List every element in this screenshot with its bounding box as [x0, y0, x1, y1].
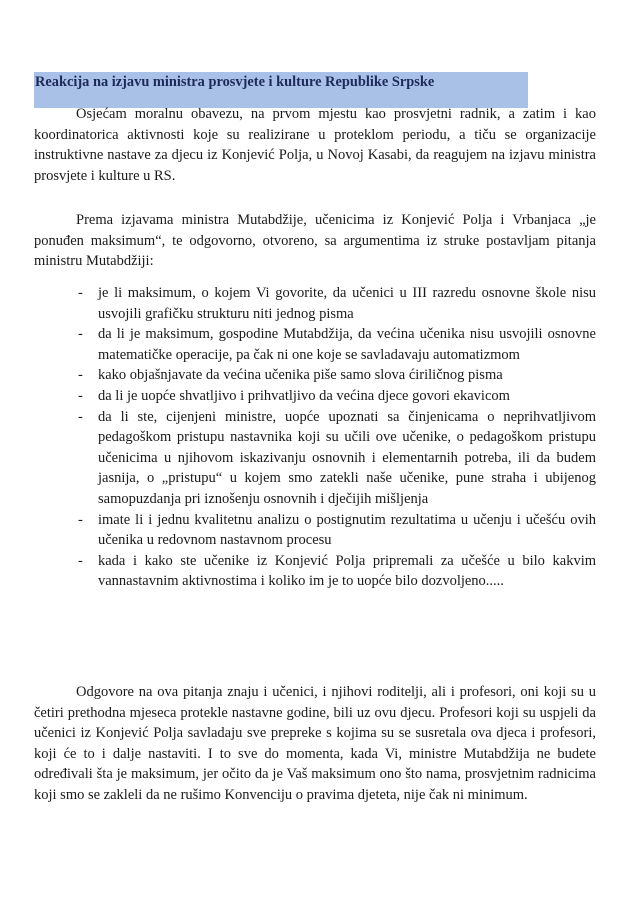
list-marker: -	[78, 285, 83, 301]
question-list	[34, 283, 596, 592]
list-item-text: da li je uopće shvatljivo i prihvatljivo da većina djece govori ekavicom	[98, 387, 510, 404]
list-item-text: je li maksimum, o kojem Vi govorite, da učenici u III razredu osnovne škole nisu usvojili grafičku strukturu niti jednog pisma	[98, 285, 596, 322]
list-item	[34, 324, 596, 365]
paragraph-intro: Osjećam moralnu obavezu, na prvom mjestu kao prosvjetni radnik, a zatim i kao koordinatorica aktivnosti koje su realizirane u proteklom periodu, a tiču se organizacije instruktivne nastave za djecu iz Konjević Polja, u Novoj Kasabi, da reagujem na izjavu ministra prosvjete i kulture u RS.	[34, 106, 596, 184]
list-item	[34, 365, 596, 386]
document-title: Reakcija na izjavu ministra prosvjete i kulture Republike Srpske	[35, 74, 435, 90]
paragraph-conclusion: Odgovore na ova pitanja znaju i učenici, i njihovi roditelji, ali i profesori, oni koji su u četiri prethodna mjeseca protekle nastavne godine, bili uz ovu djecu. Profesori koji su uspjeli da učenici iz Konjević Polja savladaju sve prepreke s kojima su se susretala ova djeca i profesori, koji će to i dalje nastaviti. I to sve do momenta, kada Vi, ministre Mutabdžija ne budete određivali šta je maksimum, jer očito da je Vaš maksimum ono što nama, prosvjetnim radnicima koji smo se zakleli da ne rušimo Konvenciju o pravima djeteta, nije čak ni minimum.	[34, 684, 596, 803]
list-item-text: da li ste, cijenjeni ministre, uopće upoznati sa činjenicama o neprihvatljivom pedagoškom pristupu nastavnika koji su učili ove učenike, o pedagoškom pristupu učenicima u njihovom iskazivanju osnovnih i elementarnih potreba, ili da budem jasnija, o „pristupu“ u kojem smo zatekli naše učenike, pune straha i ubijenog samopuzdanja pri iznošenju osnovnih i dječijih mišljenja	[98, 408, 596, 507]
list-item	[34, 407, 596, 510]
list-marker: -	[78, 326, 83, 343]
list-item-text: da li je maksimum, gospodine Mutabdžija, da većina učenika nisu usvojili osnovne matematičke operacije, pa čak ni one koje se savladavaju automatizmom	[98, 326, 596, 363]
list-item-text: kako objašnjavate da većina učenika piše samo slova ćiriličnog pisma	[98, 367, 503, 384]
list-marker: -	[78, 511, 83, 528]
list-marker: -	[78, 367, 83, 384]
list-item	[34, 551, 596, 592]
list-item-text: imate li i jednu kvalitetnu analizu o postignutim rezultatima u učenju i učešću ovih učenika u redovnom nastavnom procesu	[98, 511, 596, 549]
list-item	[34, 510, 596, 551]
list-item	[34, 283, 596, 324]
list-marker: -	[78, 387, 83, 404]
list-marker: -	[78, 408, 83, 425]
list-item-text: kada i kako ste učenike iz Konjević Polja pripremali za učešće u bilo kakvim vannastavnim aktivnostima i koliko im je to uopće bilo dozvoljeno.....	[98, 552, 596, 590]
list-item	[34, 386, 596, 407]
list-marker: -	[78, 552, 83, 569]
title-highlight	[34, 72, 528, 108]
paragraph-questions-intro: Prema izjavama ministra Mutabdžije, učenicima iz Konjević Polja i Vrbanjaca „je ponuđen maksimum“, te odgovorno, otvoreno, sa argumentima iz struke postavljam pitanja ministru Mutabdžiji:	[34, 212, 596, 270]
